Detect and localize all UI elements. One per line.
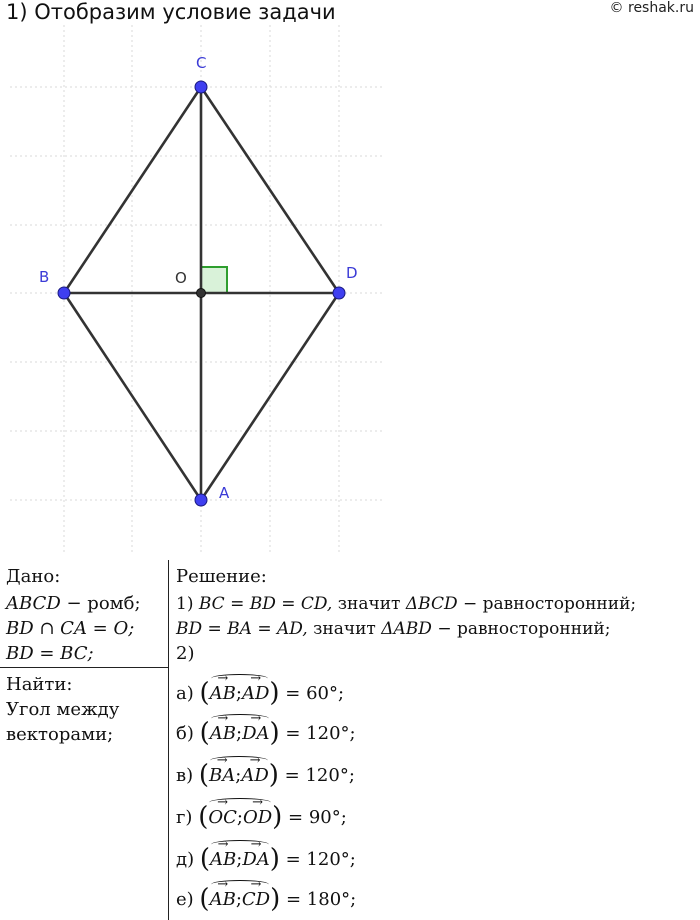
vector-2: → CD — [242, 888, 270, 912]
step-1-triangle: ΔBCD — [405, 594, 458, 614]
step-1b-tail: − равносторонний; — [431, 619, 611, 639]
answer-result: = 120°; — [278, 765, 355, 786]
given-line-1 — [6, 592, 141, 616]
step-1-math: BC = BD = CD, — [198, 594, 333, 614]
point-c — [195, 81, 207, 93]
step-1b-triangle: ΔABD — [381, 619, 432, 639]
angle-mark: → AB;→ DA — [210, 718, 270, 746]
vector-1: → AB — [210, 682, 236, 706]
point-o — [197, 289, 206, 298]
label-c: C — [196, 54, 207, 72]
given-line-1-tail: − ромб; — [60, 593, 141, 614]
horizontal-divider — [0, 667, 168, 668]
vertical-divider — [168, 560, 169, 920]
point-a — [195, 494, 207, 506]
step-1b-math: BD = BA = AD, — [176, 619, 308, 639]
segment-ab — [64, 293, 201, 500]
given-line-3: BD = BC; — [6, 643, 94, 664]
vector-1: → OC — [208, 806, 237, 830]
answer-label: г) — [176, 807, 193, 828]
vector-2: → AD — [242, 682, 269, 706]
point-b — [58, 287, 70, 299]
answer-v: в) (→ BA;→ AD) = 120°; — [176, 760, 355, 788]
given-title: Дано: — [6, 566, 61, 587]
vector-1: → AB — [210, 848, 236, 872]
step-1b-text: значит — [307, 619, 382, 639]
angle-mark: → AB;→ DA — [210, 844, 270, 872]
answer-label: б) — [176, 723, 194, 744]
vector-1: → AB — [210, 722, 236, 746]
answer-a: а) (→ AB;→ AD) = 60°; — [176, 678, 344, 706]
answer-label: е) — [176, 889, 194, 910]
segment-da — [201, 293, 339, 500]
answer-label: в) — [176, 765, 194, 786]
section-title: 1) Отобразим условие задачи — [6, 0, 336, 24]
answer-label: а) — [176, 683, 194, 704]
vector-1: → BA — [209, 764, 235, 788]
answer-g: г) (→ OC;→ OD) = 90°; — [176, 802, 347, 830]
vector-2: → OD — [243, 806, 272, 830]
angle-mark: → AB;→ AD — [210, 678, 270, 706]
vector-2: → DA — [242, 722, 269, 746]
find-line-1: Угол между — [6, 699, 120, 720]
solution-step-1b — [176, 617, 610, 641]
solution-step-1 — [176, 592, 636, 616]
step-1-tail: − равносторонний; — [457, 594, 637, 614]
answer-result: = 120°; — [279, 849, 356, 870]
given-line-2: BD ∩ CA = O; — [6, 618, 135, 639]
given-line-1-math: ABCD — [6, 593, 61, 614]
answer-d: д) (→ AB;→ DA) = 120°; — [176, 844, 356, 872]
answer-result: = 120°; — [279, 723, 356, 744]
answer-b: б) (→ AB;→ DA) = 120°; — [176, 718, 356, 746]
answer-result: = 90°; — [282, 807, 347, 828]
answer-label: д) — [176, 849, 195, 870]
label-b: B — [39, 268, 50, 286]
solution-step-2: 2) — [176, 643, 195, 664]
angle-mark: → OC;→ OD — [208, 802, 272, 830]
label-a: A — [219, 484, 230, 502]
angle-mark: → BA;→ AD — [209, 760, 269, 788]
vector-2: → DA — [242, 848, 269, 872]
step-1-text: значит — [332, 594, 406, 614]
right-angle-mark — [201, 267, 227, 293]
label-o: O — [175, 269, 187, 287]
segment-cd — [201, 87, 339, 293]
label-d: D — [346, 264, 358, 282]
point-d — [333, 287, 345, 299]
find-line-2: векторами; — [6, 724, 114, 745]
step-1-num: 1) — [176, 594, 199, 614]
solution-title: Решение: — [176, 566, 267, 587]
answer-e: е) (→ AB;→ CD) = 180°; — [176, 884, 356, 912]
segment-bc — [64, 87, 201, 293]
answer-result: = 180°; — [280, 889, 357, 910]
watermark: © reshak.ru — [609, 0, 694, 16]
vector-1: → AB — [210, 888, 236, 912]
find-title: Найти: — [6, 674, 73, 695]
vector-2: → AD — [241, 764, 268, 788]
answer-result: = 60°; — [279, 683, 345, 704]
angle-mark: → AB;→ CD — [210, 884, 271, 912]
